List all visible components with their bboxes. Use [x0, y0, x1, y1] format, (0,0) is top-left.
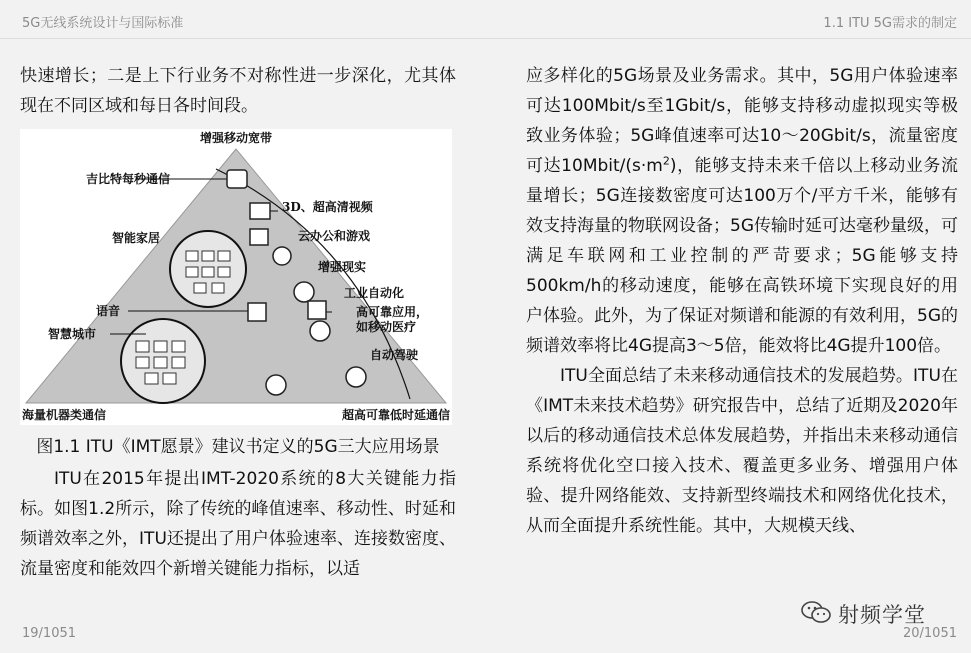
label-ar: 增强现实: [318, 260, 367, 274]
label-industrial: 工业自动化: [344, 286, 405, 300]
label-smart-city: 智慧城市: [48, 327, 97, 341]
right-page-number: 20/1051: [902, 626, 957, 641]
medical-icon: [310, 321, 330, 341]
book-title: 5G无线系统设计与国际标准: [22, 16, 184, 31]
wechat-icon: [800, 599, 832, 625]
label-3d-video: 3D、超高清视频: [282, 200, 373, 214]
game-icon: [273, 247, 291, 265]
gigabit-icon: [227, 170, 247, 188]
label-autonomous-driving: 自动驾驶: [370, 348, 419, 362]
label-voice: 语音: [96, 304, 121, 318]
scenario-pyramid: [20, 129, 452, 425]
autonomous-car-icon: [266, 375, 286, 395]
watermark-text: 射频学堂: [838, 603, 926, 627]
header-divider: [0, 38, 971, 39]
section-title: 1.1 ITU 5G需求的制定: [823, 16, 957, 31]
label-urllc: 超高可靠低时延通信: [341, 408, 450, 422]
label-embb: 增强移动宽带: [199, 131, 273, 145]
driving-icon: [346, 367, 366, 387]
industrial-icon: [308, 301, 326, 319]
page-header: [0, 0, 971, 40]
right-paragraph-1: [526, 61, 958, 361]
right-paragraph-1-part-b: )，能够支持未来千倍以上移动业务流量增长；5G连接数密度可达100万个/平方千米，能够有效支持海量的物联网设备；5G传输时延可达毫秒量级，可满足车联网和工业控制的严苛要求；5G能够支持500km/h的移动速度，能够在高铁环境下实现良好的用户体验。此外，为了保证对频谱和能源的有效利用，5G的频谱效率将比4G提高3～5倍，能效将比4G提升100倍。: [526, 156, 958, 356]
right-paragraph-2: ITU全面总结了未来移动通信技术的发展趋势。ITU在《IMT未来技术趋势》研究报告中，总结了近期及2020年以后的移动通信技术总体发展趋势，并指出未来移动通信系统将优化空口接入技术、覆盖更多业务、增强用户体验、提升网络能效、支持新型终端技术和网络优化技术，从而全面提升系统性能。其中，大规模天线、: [526, 366, 958, 536]
watermark: [800, 598, 950, 626]
left-page-number: 19/1051: [22, 626, 77, 641]
figure-5g-scenarios: [20, 129, 452, 425]
label-gigabit: 吉比特每秒通信: [86, 172, 171, 186]
label-mmtc: 海量机器类通信: [22, 408, 107, 422]
left-page: [20, 61, 456, 584]
label-mobile-health: 如移动医疗: [356, 320, 417, 334]
video-icon: [250, 203, 270, 219]
right-paragraph-1-part-a: 应多样化的5G场景及业务需求。其中，5G用户体验速率可达100Mbit/s至1Gbit/s，能够支持移动虚拟现实等极致业务体验；5G峰值速率可达10～20Gbit/s，流量密度可达10Mbit/(s·m: [526, 66, 958, 176]
label-cloud-office: 云办公和游戏: [298, 229, 371, 243]
left-paragraph-1: 快速增长；二是上下行业务不对称性进一步深化，尤其体现在不同区域和每日各时间段。: [20, 66, 456, 116]
left-paragraph-2: ITU在2015年提出IMT-2020系统的8大关键能力指标。如图1.2所示，除了传统的峰值速率、移动性、时延和频谱效率之外，ITU还提出了用户体验速率、连接数密度、流量密度和能效四个新增关键能力指标，以适: [20, 469, 456, 579]
label-reliable-app: 高可靠应用，: [356, 305, 429, 319]
figure-caption: 图1.1 ITU《IMT愿景》建议书定义的5G三大应用场景: [36, 437, 440, 457]
cloud-office-icon: [250, 229, 268, 245]
ar-icon: [294, 282, 314, 302]
voice-icon: [248, 303, 266, 321]
right-page: [526, 61, 958, 541]
superscript-2: 2: [662, 154, 670, 168]
label-smart-home: 智能家居: [112, 231, 161, 245]
